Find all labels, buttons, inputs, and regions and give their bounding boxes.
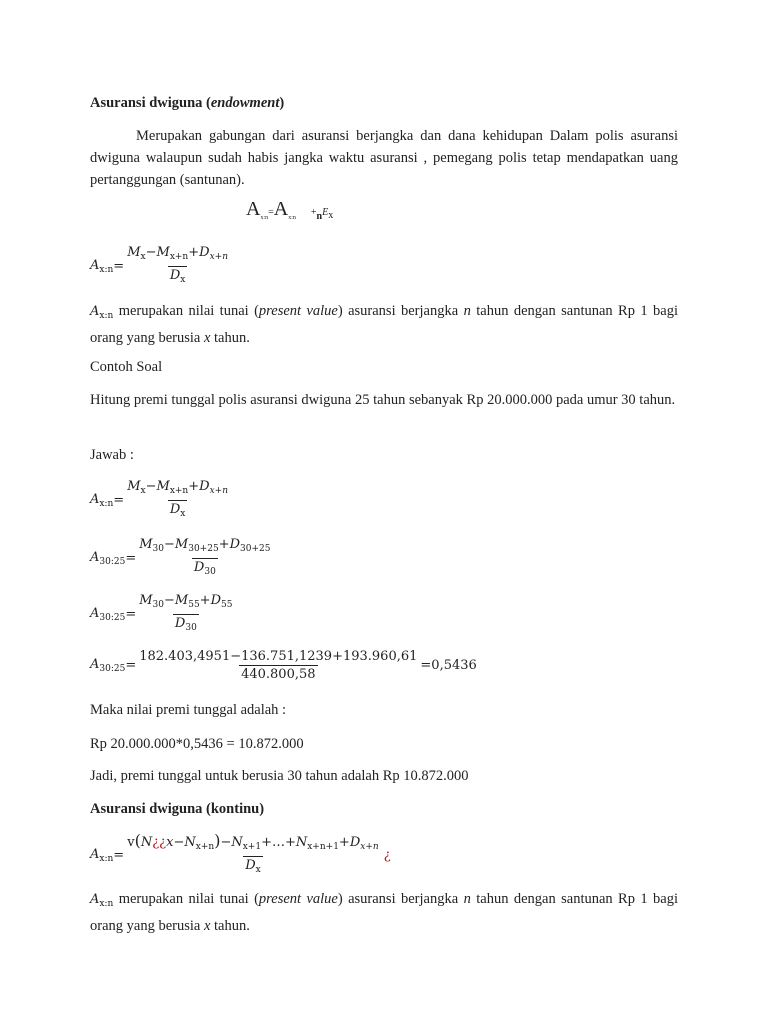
formula-step-3: $A_{30:25}$ = $\frac{M_{30}-M_{55}+D_{55}}{D_{30}}$ bbox=[90, 592, 235, 637]
formula-step-1: $A_{x:n}$ = $\frac{M_x-M_{x+n}+D_{x+n}}{D_x}$ bbox=[90, 478, 231, 523]
answer-label: Jawab : bbox=[90, 447, 134, 463]
formula-continuous: $A_{x:n}$ = $\frac{v(N¿¿x-N_{x+n})-N_{x+1}+\dots+N_{x+n+1}+D_{x+n}}{D_x}$ ¿ bbox=[90, 832, 391, 879]
centered-formula: $A_{x:n}=A_{x:n}$ $+_nEx$ bbox=[246, 198, 334, 222]
formula-step-4: $A_{30:25}$ = $\frac{182.403,4951-136.751,1239+193.960,61}{440.800,58}$ =0,5436 bbox=[90, 649, 477, 682]
heading-italic: endowment bbox=[210, 95, 280, 111]
calculation-line: Rp 20.000.000*0,5436 = 10.872.000 bbox=[90, 736, 304, 752]
example-heading: Contoh Soal bbox=[90, 359, 163, 375]
formula-endowment-general: $A_{x:n}$ = $\frac{M_x-M_{x+n}+D_{x+n}}{D_x}$ bbox=[90, 244, 231, 289]
conclusion-line: Jadi, premi tunggal untuk berusia 30 tahun adalah Rp 10.872.000 bbox=[90, 768, 469, 784]
heading-endowment bbox=[90, 92, 678, 114]
formula-step-2: $A_{30:25}$ = $\frac{M_{30}-M_{30+25}+D_{30+25}}{D_{30}}$ bbox=[90, 536, 273, 581]
definition-paragraph-1: $A_{x:n}$ merupakan nilai tunai (present value) asuransi berjangka n tahun dengan santunan Rp 1 bagi orang yang berusia x tahun. bbox=[90, 303, 678, 346]
example-question: Hitung premi tunggal polis asuransi dwiguna 25 tahun sebanyak Rp 20.000.000 pada umur 30 tahun. bbox=[90, 392, 676, 408]
definition-paragraph-2: $A_{x:n}$ merupakan nilai tunai (present value) asuransi berjangka n tahun dengan santunan Rp 1 bagi orang yang berusia x tahun. bbox=[90, 891, 678, 934]
intro-paragraph: Merupakan gabungan dari asuransi berjangka dan dana kehidupan Dalam polis asuransi dwiguna walaupun sudah habis jangka waktu asuransi , pemegang polis tetap mendapatkan uang pertanggungan (santunan). bbox=[90, 128, 678, 188]
heading-close: ) bbox=[279, 95, 285, 111]
heading-text: Asuransi dwiguna ( bbox=[90, 95, 211, 111]
conclusion-intro: Maka nilai premi tunggal adalah : bbox=[90, 702, 287, 718]
heading-kontinu: Asuransi dwiguna (kontinu) bbox=[90, 801, 265, 817]
